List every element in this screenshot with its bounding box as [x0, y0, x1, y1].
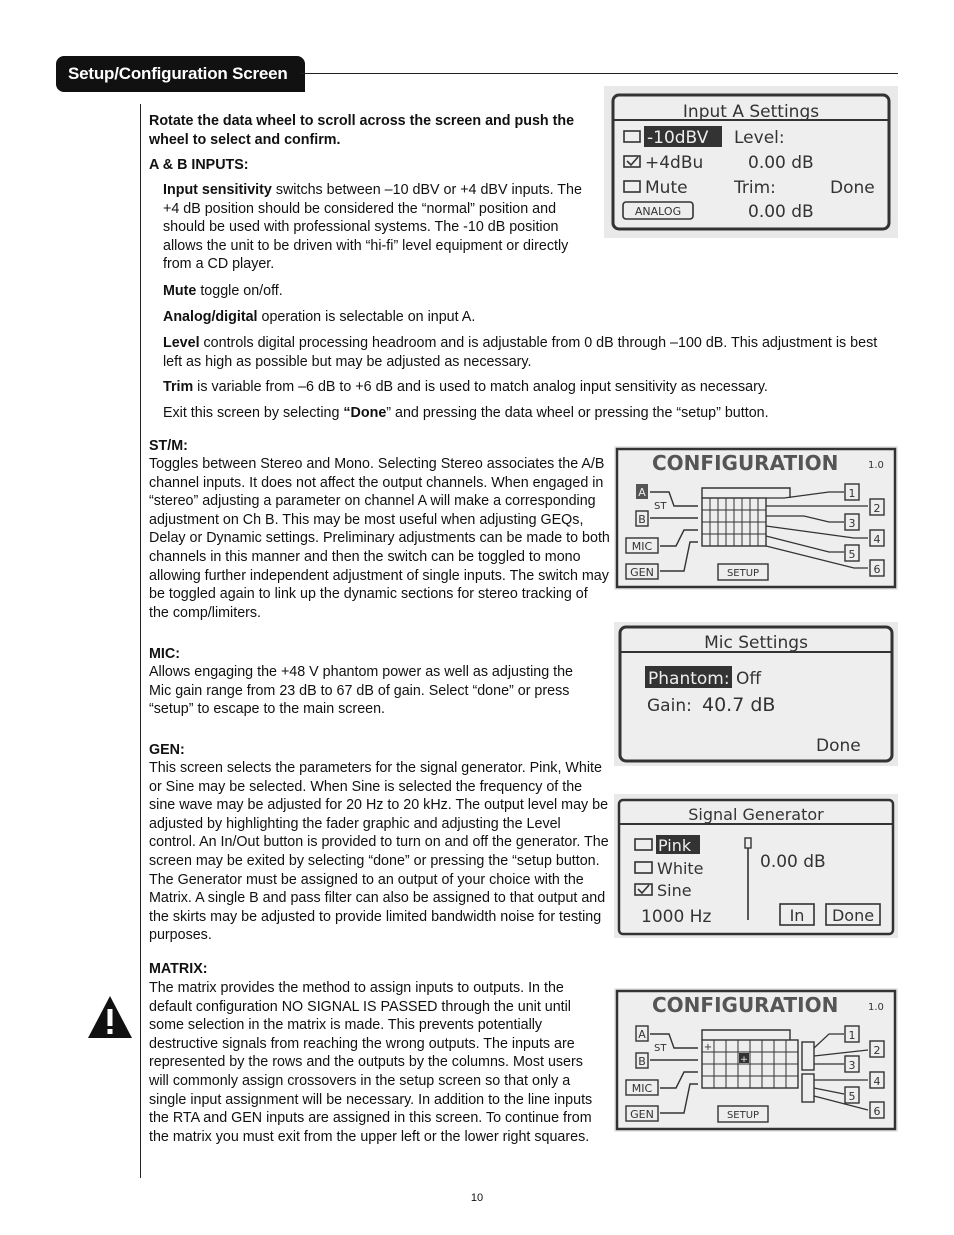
config-input-a: A: [638, 486, 646, 499]
config-output-6: 6: [873, 563, 881, 576]
lcd-opt-4dbu: +4dBu: [645, 153, 704, 173]
config-output-5: 5: [848, 548, 856, 561]
intro-text: Rotate the data wheel to scroll across the screen and push the wheel to select and confirm.: [149, 113, 575, 148]
config-setup: SETUP: [726, 568, 760, 579]
lcd-trim-value: 0.00 dB: [748, 202, 814, 222]
matrix-output-6: 6: [873, 1105, 881, 1118]
matrix-output-5: 5: [848, 1090, 856, 1103]
mic-text: Allows engaging the +48 V phantom power as well as adjusting the Mic gain range from 23 dB to 67 dB of gain. Select “done” or press “setup” to escape to the main screen.: [149, 664, 574, 718]
gen-pink: Pink: [658, 836, 692, 855]
lcd-mic-settings: [614, 622, 898, 766]
ab-heading: A & B INPUTS:: [149, 157, 249, 173]
matrix-output-3: 3: [848, 1059, 856, 1072]
mute-term: Mute: [163, 283, 197, 299]
config-output-4: 4: [873, 533, 881, 546]
trim-term: Trim: [163, 379, 194, 395]
lcd-opt-mute: Mute: [645, 178, 688, 198]
lcd-opt-10dbv: -10dBV: [647, 128, 709, 148]
mic-heading: MIC:: [149, 646, 180, 662]
config-output-1: 1: [848, 487, 856, 500]
lcd-input-title: Input A Settings: [682, 102, 820, 122]
config-st: ST: [654, 501, 667, 512]
page-number: 10: [470, 1192, 484, 1204]
warning-icon: [86, 994, 134, 1040]
sensitivity-term: Input sensitivity: [163, 182, 272, 198]
analog-paragraph: [163, 308, 475, 327]
matrix-input-a: A: [638, 1028, 646, 1041]
gen-white: White: [657, 859, 704, 878]
matrix-setup: SETUP: [726, 1110, 760, 1121]
margin-rule: [140, 104, 141, 1178]
gen-freq: 1000 Hz: [641, 907, 712, 927]
trim-paragraph: [163, 378, 768, 397]
matrix-heading: MATRIX:: [149, 961, 208, 977]
level-term: Level: [163, 335, 200, 351]
lcd-level-label: Level:: [734, 128, 785, 148]
level-paragraph: [163, 334, 897, 371]
mic-title: Mic Settings: [704, 633, 808, 653]
gen-sine: Sine: [657, 881, 692, 900]
matrix-cursor-marker: +: [740, 1055, 748, 1065]
exit-post: ” and pressing the data wheel or pressing the “setup” button.: [386, 405, 769, 421]
header-rule: [300, 73, 898, 74]
section-title-tab: [56, 56, 305, 92]
lcd-configuration: [614, 446, 898, 590]
matrix-st: ST: [654, 1043, 667, 1054]
sensitivity-text: switchs between –10 dBV or +4 dBV inputs. The +4 dB position should be considered the “normal” position and should be used with professional systems. The -10 dB position allows the unit to be driven with “hi-fi” level equipment or directly from a CD player.: [163, 182, 582, 273]
lcd-trim-label: Trim:: [734, 178, 776, 198]
stm-text: Toggles between Stereo and Mono. Selecting Stereo associates the A/B channel inputs. It does not affect the output channels. When engaged in “stereo” adjusting a parameter on channel A will make a corresponding adjustment on Ch B. This may be most useful when adjusting GEQs, Delay or Dynamic settings. Preliminary adjustments can be made to both channels in this manner and then the switch can be toggled to mono allowing further independent adjustment of single inputs. The switch may be toggled again to link up the dynamic sections for stereo tracking of the comp/limiters.: [149, 456, 610, 621]
lcd-opt-analog: ANALOG: [634, 205, 682, 218]
mute-text: toggle on/off.: [196, 283, 283, 299]
mute-paragraph: [163, 282, 283, 301]
mic-gain-label: Gain:: [647, 696, 692, 716]
gen-text: This screen selects the parameters for the signal generator. Pink, White or Sine may be selected. When Sine is selected the frequency of the sine wave may be adjusted for 20 Hz to 20 kHz. The output level may be adjusted by highlighting the fader graphic and adjusting the Level control. An In/Out button is provided to turn on and off the generator. The screen may be exited by selecting “done” or pressing the “setup button. The Generator must be assigned to an output of your choice with the Matrix. A single B and pass filter can also be assigned to that output and the skirts may be adjusted to provide limited bandwidth noise for testing purposes.: [149, 760, 609, 944]
matrix-output-4: 4: [873, 1075, 881, 1088]
matrix-config-version: 1.0: [868, 1002, 884, 1013]
matrix-output-2: 2: [873, 1044, 881, 1057]
mic-gain-value: 40.7 dB: [702, 694, 776, 716]
mic-phantom-value: Off: [736, 669, 762, 689]
level-text: controls digital processing headroom and is adjustable from 0 dB through –100 dB. This adjustment is best left as high as possible but may be adjusted as necessary.: [163, 335, 878, 370]
matrix-gen: GEN: [630, 1108, 654, 1121]
lcd-done: Done: [830, 178, 875, 198]
lcd-input-a-settings: [604, 86, 898, 238]
matrix-plus-marker: +: [703, 1042, 713, 1053]
fader-knob: [745, 838, 751, 848]
section-title: Setup/Configuration Screen: [68, 64, 288, 83]
lcd-configuration-matrix: [614, 988, 898, 1132]
gen-in-button: In: [789, 906, 805, 925]
exit-paragraph: [163, 404, 769, 423]
gen-heading: GEN:: [149, 742, 185, 758]
analog-text: operation is selectable on input A.: [257, 309, 476, 325]
matrix-text: The matrix provides the method to assign inputs to outputs. In the default configuration NO SIGNAL IS PASSED through the unit until some selection in the matrix is made. This prevents potentially destructive signals from reaching the wrong outputs. The inputs are represented by the rows and the outputs by the columns. Most users will commonly assign crossovers in the setup screen so that only a single input assignment will be necessary. In addition to the line inputs the RTA and GEN inputs are assigned in this screen. To continue from the matrix you must exit from the upper left or the lower right squares.: [149, 980, 593, 1145]
lcd-level-value: 0.00 dB: [748, 153, 814, 173]
config-gen: GEN: [630, 566, 654, 579]
sensitivity-paragraph: [163, 181, 595, 274]
config-title: CONFIGURATION: [652, 451, 839, 475]
config-input-b: B: [638, 513, 646, 526]
exit-pre: Exit this screen by selecting: [163, 405, 344, 421]
matrix-mic: MIC: [631, 1082, 653, 1095]
trim-text: is variable from –6 dB to +6 dB and is used to match analog input sensitivity as necessary.: [193, 379, 768, 395]
mic-phantom-label: Phantom:: [648, 669, 730, 689]
mic-done: Done: [816, 736, 861, 756]
config-output-2: 2: [873, 502, 881, 515]
gen-level: 0.00 dB: [760, 852, 826, 872]
config-mic: MIC: [631, 540, 653, 553]
matrix-output-1: 1: [848, 1029, 856, 1042]
config-version: 1.0: [868, 460, 884, 471]
matrix-input-b: B: [638, 1055, 646, 1068]
stm-heading: ST/M:: [149, 438, 188, 454]
matrix-config-title: CONFIGURATION: [652, 993, 839, 1017]
gen-title: Signal Generator: [688, 805, 824, 824]
analog-term: Analog/digital: [163, 309, 258, 325]
config-output-3: 3: [848, 517, 856, 530]
lcd-signal-generator: [614, 794, 898, 938]
gen-done-button: Done: [831, 906, 875, 925]
exit-term: “Done: [343, 405, 387, 421]
